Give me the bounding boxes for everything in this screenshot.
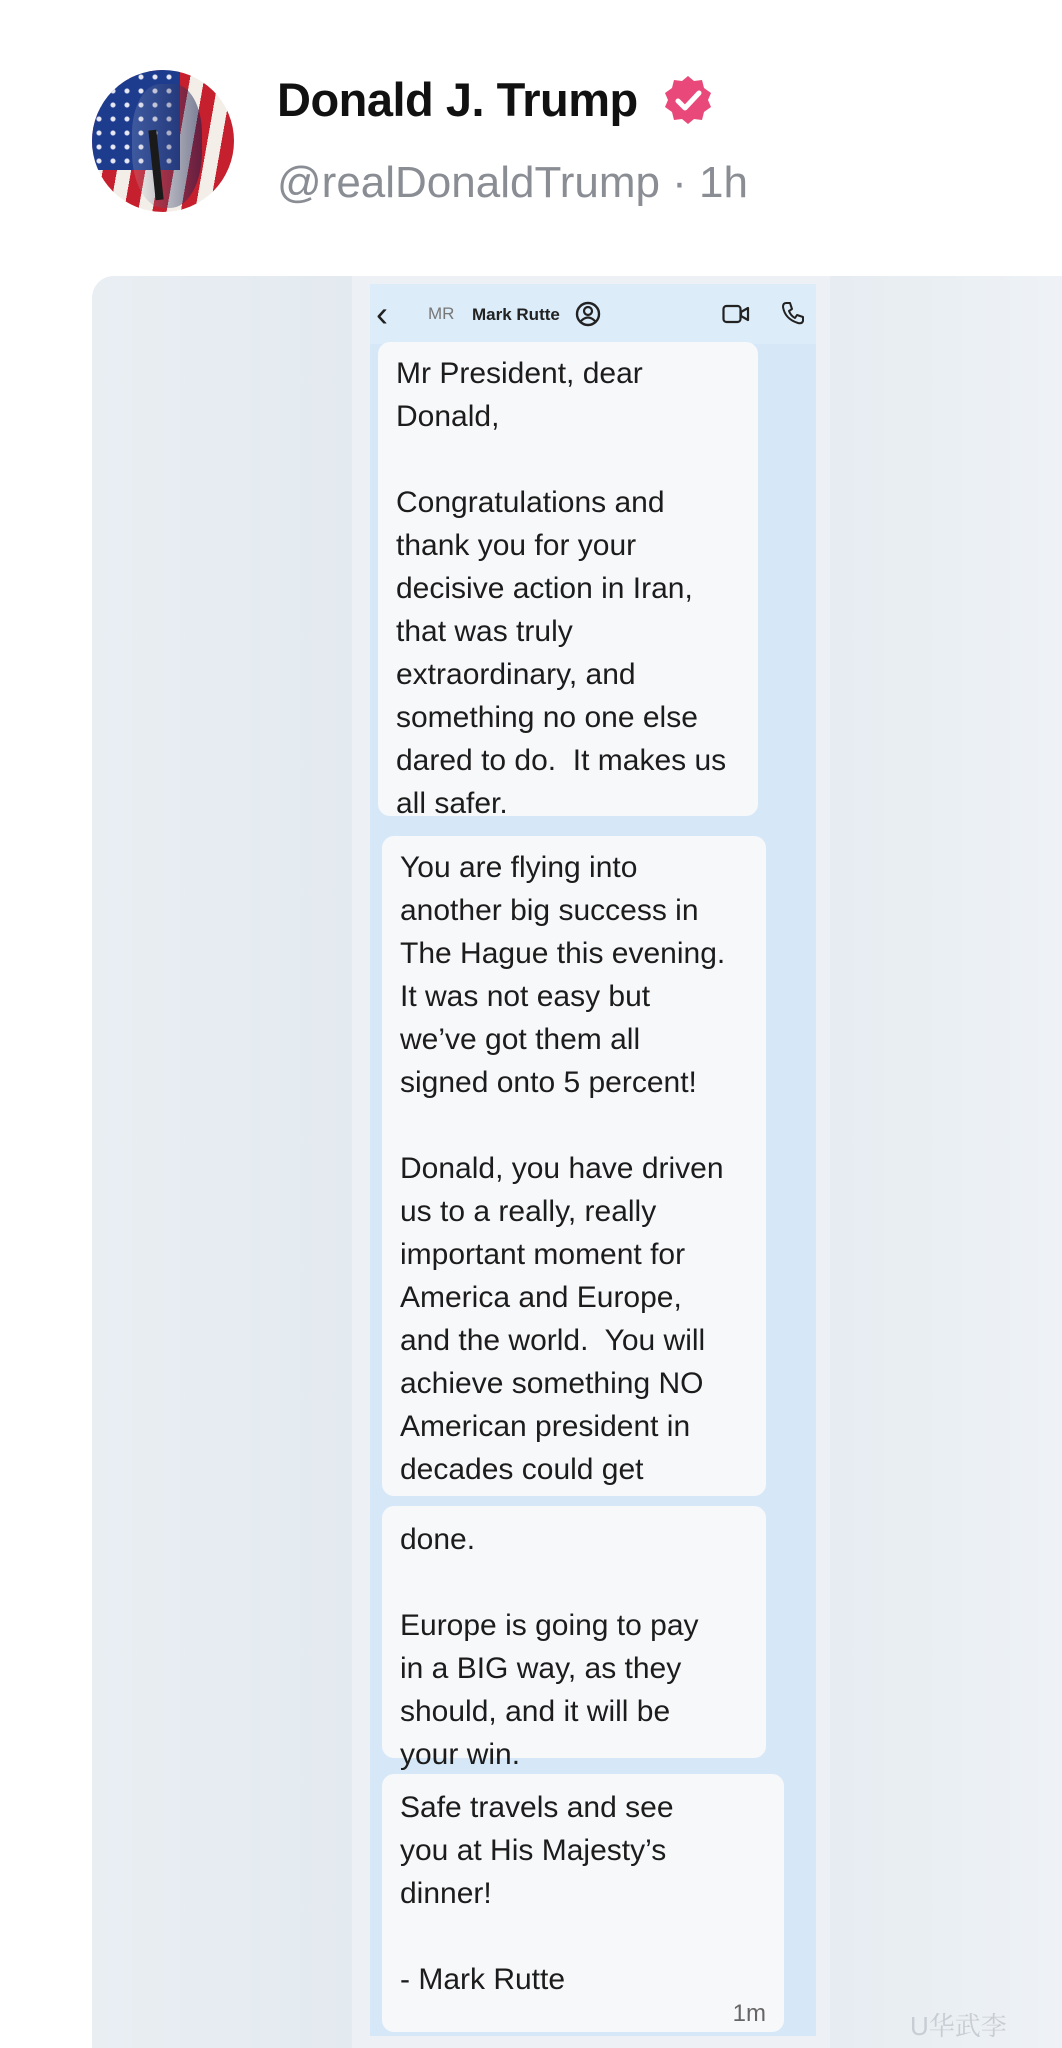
chat-header <box>370 284 816 344</box>
media-blur-left <box>92 276 352 2048</box>
message-text: You are flying into another big success in The Hague this evening. It was not easy but we’ve got them all signed onto 5 percent! Donald, you have driven us to a really, really important moment for America and Europe, and the world. You will achieve something NO American president in decades could get <box>400 851 726 1486</box>
watermark: U华武李 <box>910 2011 1007 2041</box>
message-text: done. Europe is going to pay in a BIG way, as they should, and it will be your win. <box>400 1523 699 1771</box>
media-blur-right <box>830 276 1062 2048</box>
post-header <box>0 0 1062 240</box>
message-bubble[interactable] <box>382 1506 766 1771</box>
contact-initials: MR <box>428 304 455 323</box>
video-call-icon[interactable] <box>722 304 750 324</box>
contact-name[interactable]: Mark Rutte <box>472 305 560 324</box>
message-bubble[interactable] <box>382 1774 784 2032</box>
avatar-face <box>132 84 202 208</box>
message-text: Mr President, dear Donald, Congratulations and thank you for your decisive action in Iran, that was truly extraordinary, and something no one else dared to do. It makes us all safer. <box>396 357 727 820</box>
message-text: Safe travels and see you at His Majesty’s dinner! - Mark Rutte <box>400 1791 674 1996</box>
avatar[interactable] <box>92 70 234 212</box>
verified-badge-icon <box>662 74 714 126</box>
handle-and-time[interactable]: @realDonaldTrump · 1h <box>277 158 749 207</box>
message-timestamp: 1m <box>732 2000 766 2027</box>
author-name[interactable]: Donald J. Trump <box>277 73 638 126</box>
back-chevron-icon[interactable]: ‹ <box>376 293 388 334</box>
message-bubble[interactable] <box>378 342 758 820</box>
message-bubble[interactable] <box>382 836 766 1496</box>
chat-screenshot <box>370 284 816 2036</box>
contact-info-icon[interactable] <box>574 300 602 328</box>
phone-call-icon[interactable] <box>780 300 806 326</box>
